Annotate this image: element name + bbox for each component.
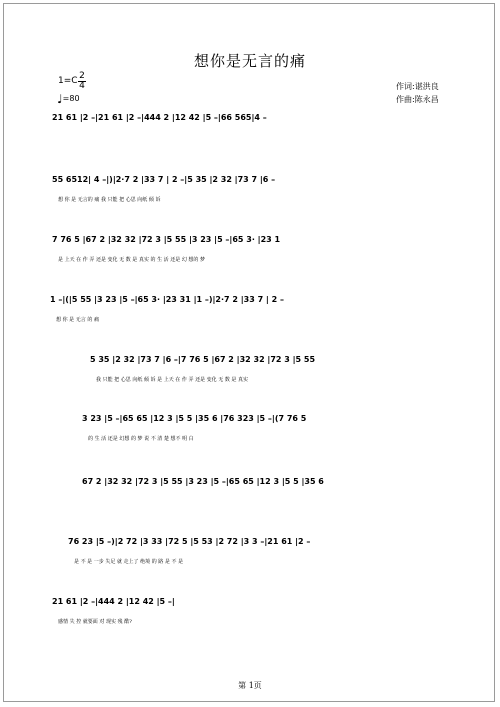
notation-line: 21 61 |2 –|444 2 |12 42 |5 –| bbox=[52, 597, 175, 606]
lyric-line: 想 你 是 无言的 痛 我 只能 把 心思 向纸 倾 诉 bbox=[58, 197, 161, 203]
page-number: 第 1页 bbox=[238, 681, 262, 690]
notation-line: 5 35 |2 32 |73 7 |6 –|7 76 5 |67 2 |32 32 |72 3 |5 55 bbox=[90, 355, 316, 364]
notation-line: 67 2 |32 32 |72 3 |5 55 |3 23 |5 –|65 65 |12 3 |5 5 |35 6 bbox=[82, 477, 324, 486]
time-signature bbox=[78, 72, 86, 91]
song-title: 想你是无言的痛 bbox=[193, 52, 306, 70]
notation-line: 21 61 |2 –|21 61 |2 –|444 2 |12 42 |5 –|66 565|4 – bbox=[52, 113, 267, 122]
notation-line: 76 23 |5 –)|2 72 |3 33 |72 5 |5 53 |2 72 |3 3 –|21 61 |2 – bbox=[68, 537, 311, 546]
lyric-line: 是 不 是 一步 失足 就 走上了 绝境 的 路 是 不 是 bbox=[74, 559, 184, 565]
credits bbox=[396, 80, 439, 106]
lyric-line: 感情 失 控 就要面 对 现实 残 酷? bbox=[58, 619, 132, 625]
lyric-line: 是 上天 在 作 弄 还是 变化 无 数 是 真实 的 生 活 还是 幻 想的 梦 bbox=[58, 257, 206, 263]
notation-line: 55 6512| 4 –|)|2·7 2 |33 7 | 2 –|5 35 |2 32 |73 7 |6 – bbox=[52, 175, 276, 184]
time-top: 2 bbox=[79, 71, 85, 81]
time-bottom: 4 bbox=[79, 81, 85, 91]
composer: 作曲:陈永昌 bbox=[396, 95, 439, 104]
tempo-mark bbox=[57, 90, 80, 104]
notation-line: 1 –|(|5 55 |3 23 |5 –|65 3· |23 31 |1 –)|2·7 2 |33 7 | 2 – bbox=[50, 295, 284, 304]
lyric-line: 想 你 是 无言 的 痛 bbox=[56, 317, 99, 323]
lyric-line: 我 只能 把 心思 向纸 倾 诉 是 上天 在 作 弄 还是 变化 无 数 是 真实 bbox=[96, 377, 249, 383]
notation-line: 3 23 |5 –|65 65 |12 3 |5 5 |35 6 |76 323 |5 –|(7 76 5 bbox=[82, 414, 307, 423]
key-signature bbox=[58, 71, 85, 91]
notation-line: 7 76 5 |67 2 |32 32 |72 3 |5 55 |3 23 |5 –|65 3· |23 1 bbox=[52, 235, 281, 244]
quarter-note-icon: ♩ bbox=[57, 92, 63, 106]
tempo-value: =80 bbox=[62, 94, 80, 103]
key-label: 1=C bbox=[58, 76, 78, 86]
lyric-line: 的 生 活 还是 幻想 的 梦 说 不 清 楚 想不 明 白 bbox=[88, 436, 194, 442]
lyricist: 作词:谌洪良 bbox=[396, 82, 439, 91]
